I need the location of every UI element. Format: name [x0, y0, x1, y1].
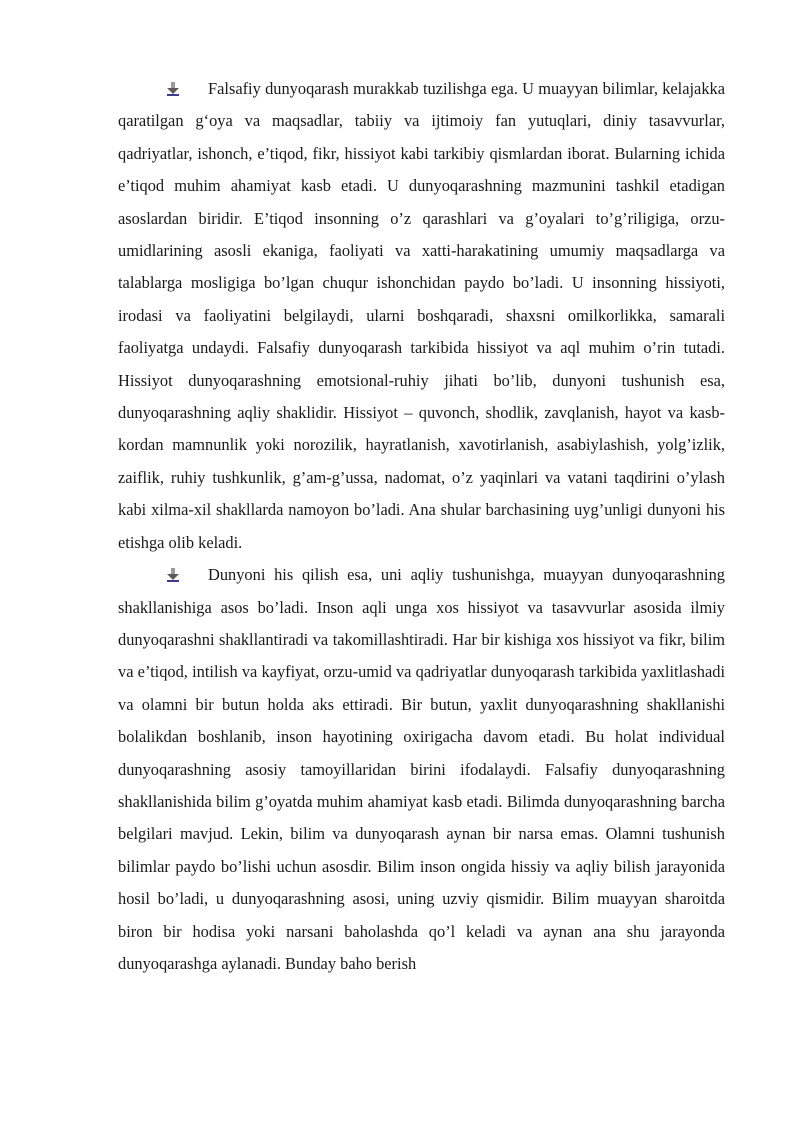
- down-arrow-bullet-icon: [166, 568, 180, 582]
- paragraph-2: [118, 559, 725, 980]
- down-arrow-bullet-icon: [166, 82, 180, 96]
- paragraph-1-text: Falsafiy dunyoqarash murakkab tuzilishga ega. U muayyan bilimlar, kelajakka qaratilgan gʻoya va maqsadlar, tabiiy va ijtimoiy fan yutuqlari, diniy tasavvurlar, qadriyatlar, ishonch, e’tiqod, fikr, hissiyot kabi tarkibiy qismlardan iborat. Bularning ichida e’tiqod muhim ahamiyat kasb etadi. U dunyoqarashning mazmunini tashkil etadigan asoslardan biridir. E’tiqod insonning o’z qarashlari va g’oyalari to’g’riligiga, orzu-umidlarining asosli ekaniga, faoliyati va xatti-harakatining umumiy maqsadlarga va talablarga mosligiga bo’lgan chuqur ishonchidan paydo bo’ladi. U insonning hissiyoti, irodasi va faoliyatini belgilaydi, ularni boshqaradi, shaxsni omilkorlikka, samarali faoliyatga undaydi. Falsafiy dunyoqarash tarkibida hissiyot va aql muhim o’rin tutadi. Hissiyot dunyoqarashning emotsional-ruhiy jihati bo’lib, dunyoni tushunish esa, dunyoqarashning aqliy shaklidir. Hissiyot – quvonch, shodlik, zavqlanish, hayot va kasb-kordan mamnunlik yoki norozilik, hayratlanish, xavotirlanish, asabiylashish, yolg’izlik, zaiflik, ruhiy tushkunlik, g’am-g’ussa, nadomat, o’z yaqinlari va vatani taqdirini o’ylash kabi xilma-xil shakllarda namoyon bo’ladi. Ana shular barchasining uyg’unligi dunyoni his etishga olib keladi.: [118, 79, 725, 552]
- document-page: [118, 73, 725, 980]
- paragraph-1: [118, 73, 725, 559]
- paragraph-2-text: Dunyoni his qilish esa, uni aqliy tushunishga, muayyan dunyoqarashning shakllanishiga asos bo’ladi. Inson aqli unga xos hissiyot va tasavvurlar asosida ilmiy dunyoqarashni shakllantiradi va takomillashtiradi. Har bir kishiga xos hissiyot va fikr, bilim va e’tiqod, intilish va kayfiyat, orzu-umid va qadriyatlar dunyoqarash tarkibida yaxlitlashadi va olamni bir butun holda aks ettiradi. Bir butun, yaxlit dunyoqarashning shakllanishi bolalikdan boshlanib, inson hayotining oxirigacha davom etadi. Bu holat individual dunyoqarashning asosiy tamoyillaridan birini ifodalaydi. Falsafiy dunyoqarashning shakllanishida bilim g’oyatda muhim ahamiyat kasb etadi. Bilimda dunyoqarashning barcha belgilari mavjud. Lekin, bilim va dunyoqarash aynan bir narsa emas. Olamni tushunish bilimlar paydo bo’lishi uchun asosdir. Bilim inson ongida hissiy va aqliy bilish jarayonida hosil bo’ladi, u dunyoqarashning asosi, uning uzviy qismidir. Bilim muayyan sharoitda biron bir hodisa yoki narsani baholashda qo’l keladi va aynan ana shu jarayonda dunyoqarashga aylanadi. Bunday baho berish: [118, 565, 725, 973]
